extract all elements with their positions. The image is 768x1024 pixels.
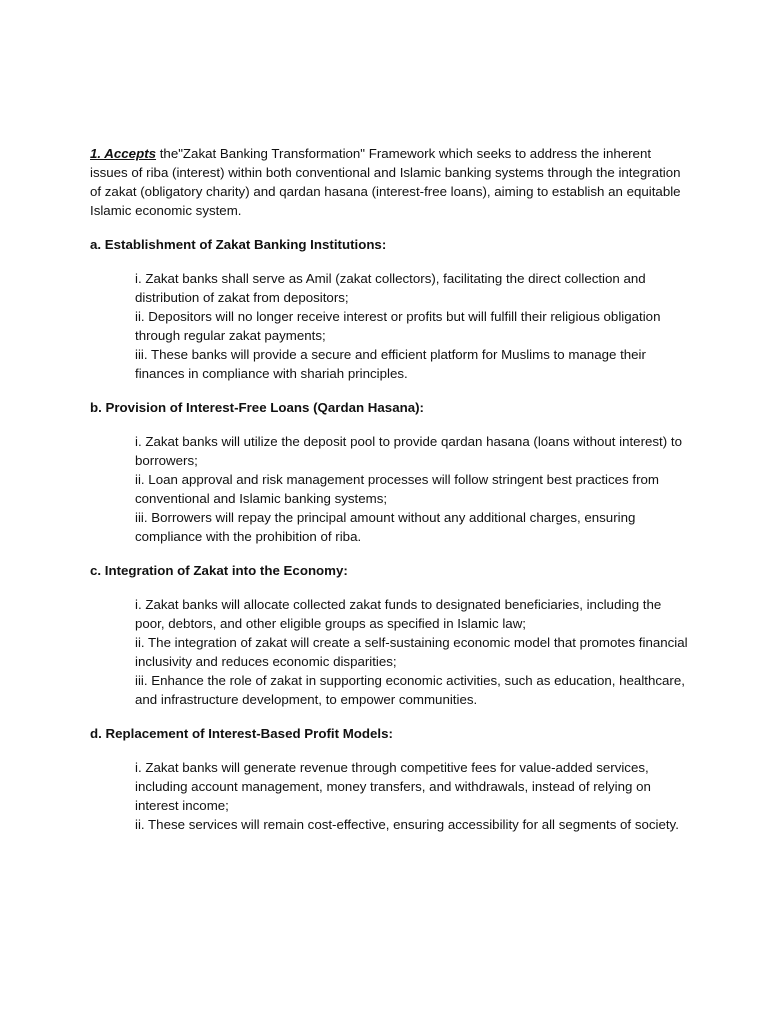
list-item: ii. These services will remain cost-effective, ensuring accessibility for all segments of society. xyxy=(135,817,679,832)
list-item: i. Zakat banks will allocate collected zakat funds to designated beneficiaries, including the poor, debtors, and other eligible groups as specified in Islamic law; xyxy=(135,597,662,631)
list-item: i. Zakat banks shall serve as Amil (zakat collectors), facilitating the direct collection and distribution of zakat from depositors; xyxy=(135,271,646,305)
section-heading-b: b. Provision of Interest-Free Loans (Qardan Hasana): xyxy=(90,400,424,415)
section-items-b xyxy=(135,432,690,546)
list-item: ii. Depositors will no longer receive interest or profits but will fulfill their religious obligation through regular zakat payments; xyxy=(135,309,661,343)
list-item: ii. The integration of zakat will create a self-sustaining economic model that promotes financial inclusivity and reduces economic disparities; xyxy=(135,635,688,669)
section-heading-d: d. Replacement of Interest-Based Profit Models: xyxy=(90,726,393,741)
intro-paragraph xyxy=(90,144,690,220)
list-item: ii. Loan approval and risk management processes will follow stringent best practices from conventional and Islamic banking systems; xyxy=(135,472,659,506)
list-item: iii. Enhance the role of zakat in supporting economic activities, such as education, healthcare, and infrastructure development, to empower communities. xyxy=(135,673,685,707)
section-items-a xyxy=(135,269,690,383)
intro-lead: 1. Accepts xyxy=(90,146,157,161)
section-heading-a: a. Establishment of Zakat Banking Institutions: xyxy=(90,237,387,252)
list-item: iii. Borrowers will repay the principal amount without any additional charges, ensuring compliance with the prohibition of riba. xyxy=(135,510,636,544)
section-items-c xyxy=(135,595,690,709)
list-item: i. Zakat banks will generate revenue through competitive fees for value-added services, including account management, money transfers, and withdrawals, instead of relying on interest income; xyxy=(135,760,651,813)
section-heading-c: c. Integration of Zakat into the Economy: xyxy=(90,563,348,578)
list-item: i. Zakat banks will utilize the deposit pool to provide qardan hasana (loans without interest) to borrowers; xyxy=(135,434,682,468)
section-items-d xyxy=(135,758,690,834)
list-item: iii. These banks will provide a secure and efficient platform for Muslims to manage their finances in compliance with shariah principles. xyxy=(135,347,646,381)
intro-text: the"Zakat Banking Transformation" Framework which seeks to address the inherent issues of riba (interest) within both conventional and Islamic banking systems through the integration of zakat (obligatory charity) and qardan hasana (interest-free loans), aiming to establish an equitable Islamic economic system. xyxy=(90,146,681,218)
document-page xyxy=(90,144,690,849)
